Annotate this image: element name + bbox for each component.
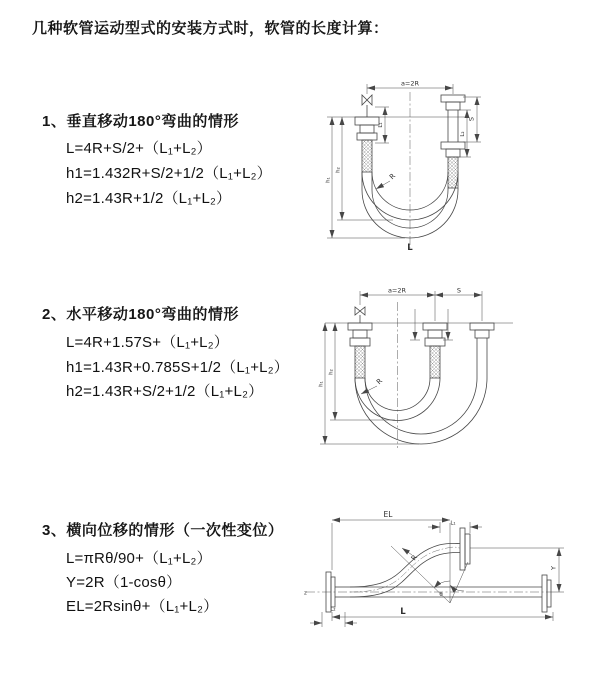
dim-label-el: EL [383,510,393,519]
radius-label: R [375,377,385,387]
dim-label-s: S [467,116,476,122]
valve-icon [362,95,372,105]
right-fitting-upper-position [441,95,465,110]
section-2-formula-h2: h2=1.43R+S/2+1/2（L₁+L₂） [66,383,264,400]
dim-label-l2: L₂ [330,606,336,613]
section-3-heading: 3、横向位移的情形（一次性变位） [42,522,284,539]
dim-label-h1: h₁ [318,381,325,387]
radius-leader [361,386,377,394]
braided-hose-section [355,346,365,378]
dim-label-l2: L₂ [460,131,466,137]
upper-flange-displaced-position [460,528,470,570]
section-2-formula-L: L=4R+1.57S+（L₁+L₂） [66,334,229,351]
diagram-vertical-movement-180 [305,68,585,260]
radius-label: R [409,553,420,563]
dim-label-y: Y [549,566,558,570]
dim-label-s: S [456,286,462,295]
section-3-formula-Y: Y=2R（1-cosθ） [66,574,182,591]
dim-label-l1: L₁ [378,122,384,128]
left-fitting [355,117,379,172]
dim-label-h2: h₂ [335,167,342,173]
dim-label-a2r: a=2R [400,79,420,88]
s-curve-hose-displaced [350,543,460,597]
braided-hose-section [362,140,372,172]
valve-icon [355,307,365,315]
hose-u-bends [355,378,487,444]
fitting-length-ticks [410,309,453,340]
section-1-formula-h2: h2=1.43R+1/2（L₁+L₂） [66,190,232,207]
centerline-break-mark: z [304,590,307,597]
diagram-lateral-displacement [298,500,595,652]
right-flange-original-position [542,575,551,612]
dim-label-a2r: a=2R [387,286,407,295]
section-3-formula-L: L=πRθ/90+（L₁+L₂） [66,550,212,567]
length-label: L [400,607,406,617]
section-2-formula-h1: h1=1.43R+0.785S+1/2（L₁+L₂） [66,359,289,376]
page-title: 几种软管运动型式的安装方式时，软管的长度计算： [32,20,389,37]
right-fitting-moved-position [470,323,494,378]
diagram-horizontal-movement-180 [303,276,590,464]
section-3-formula-EL: EL=2Rsinθ+（L₁+L₂） [66,598,219,615]
section-1-formula-L: L=4R+S/2+（L₁+L₂） [66,140,212,157]
angle-construction [391,520,468,603]
section-2-heading: 2、水平移动180°弯曲的情形 [42,306,239,323]
dim-s [435,291,482,321]
middle-fitting-original-position [423,323,447,378]
dim-label-h2: h₂ [328,369,335,375]
dim-label-h1: h₁ [325,177,332,183]
angle-label: θ [439,592,443,598]
section-1-heading: 1、垂直移动180°弯曲的情形 [42,113,239,130]
radius-leader [376,181,390,189]
length-label: L [407,243,413,253]
right-fitting-lower-position [441,142,465,188]
radius-label: R [388,172,398,182]
braided-hose-section [430,346,440,378]
dim-el [332,520,450,570]
dim-l [332,612,553,621]
dim-l2 [310,612,357,627]
left-fitting [348,323,372,378]
dim-label-l1: L₁ [450,520,456,527]
section-1-formula-h1: h1=1.432R+S/2+1/2（L₁+L₂） [66,165,272,182]
radius-leader [402,548,412,555]
